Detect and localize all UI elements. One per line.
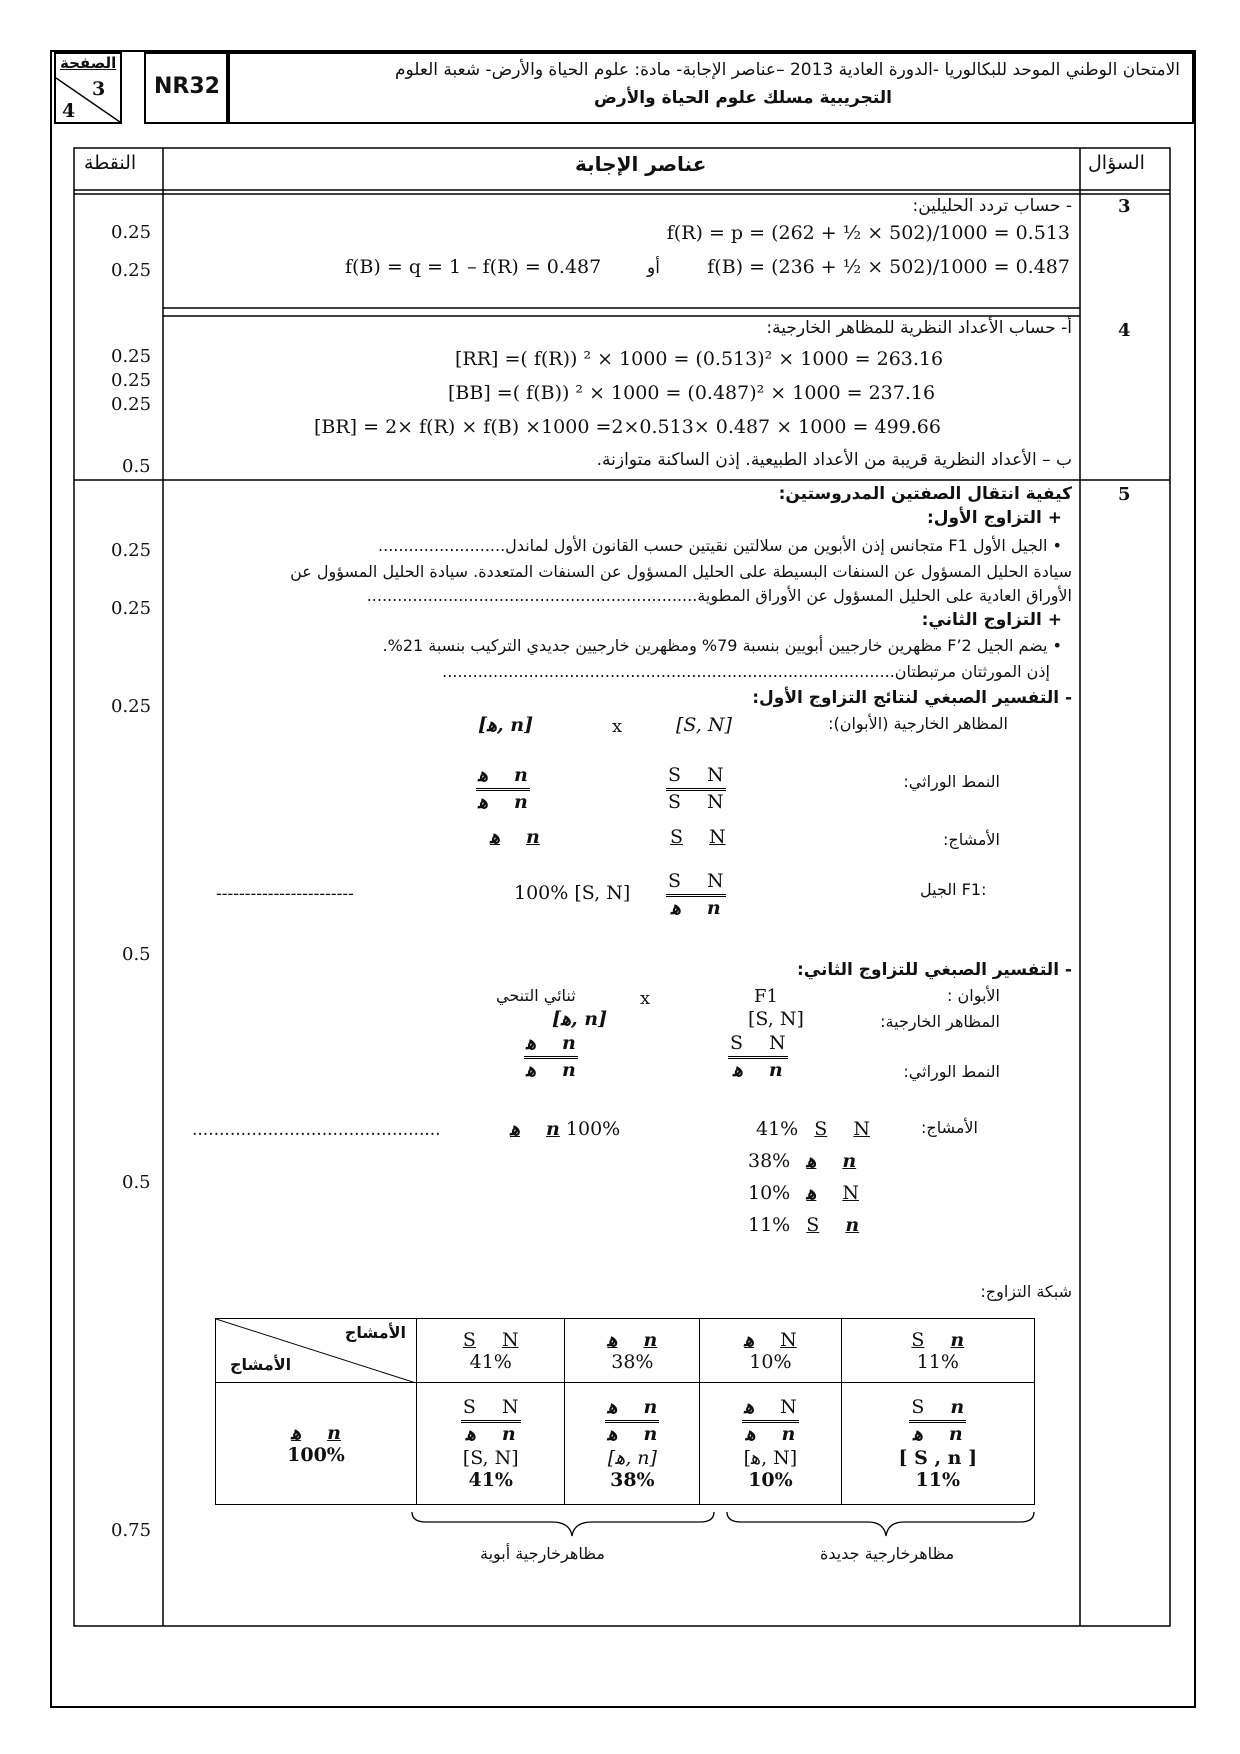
cross1-x: x: [612, 716, 623, 737]
allele: n: [546, 1118, 560, 1140]
grid-corner-top: الأمشاج: [344, 1323, 406, 1342]
cross1-gametes-label: الأمشاج:: [942, 830, 1000, 849]
allele: ﻫ: [912, 1423, 923, 1445]
gamete-pct: 100%: [287, 1443, 345, 1466]
q4-bb: [BB] =( f(B)) ² × 1000 = (0.487)² × 1000 = 237.16: [448, 382, 936, 404]
allele: n: [526, 826, 540, 848]
cross1-f1-result: 100% [S, N]: [514, 882, 631, 904]
allele: N: [853, 1118, 870, 1140]
cross1-parent2-genotype: [476, 764, 530, 815]
gamete-pct: 38%: [611, 1350, 654, 1373]
cross2-f1-pheno: [S, N]: [748, 1008, 804, 1030]
grid-cell-pct: 11%: [915, 1468, 961, 1491]
cross2-test-gamete: [510, 1118, 620, 1140]
allele: ﻫ: [478, 764, 489, 786]
q4-label: أ- حساب الأعداد النظرية للمظاهر الخارجية:: [766, 318, 1072, 338]
allele: ﻫ: [510, 1118, 521, 1140]
cross2-gamete-2: [748, 1150, 856, 1172]
allele: n: [327, 1421, 341, 1444]
grid-cell-pheno: [S, N]: [462, 1446, 519, 1469]
q4-points-2: 0.25: [111, 370, 152, 391]
allele: n: [643, 1423, 658, 1445]
genotype-SN-sn: [728, 1032, 788, 1083]
grid-cell-pheno: [ﻫ, N]: [743, 1446, 798, 1469]
cross2-phenotypes-label: المظاهر الخارجية:: [880, 1012, 1000, 1031]
allele: S: [668, 870, 682, 892]
header-title-line2: التجريبية مسلك علوم الحياة والأرض: [593, 88, 892, 108]
allele: n: [562, 1058, 576, 1081]
allele: N: [709, 826, 726, 848]
q5-points-3: 0.25: [111, 696, 152, 717]
allele: S: [462, 1328, 476, 1351]
allele: ﻫ: [745, 1423, 756, 1445]
allele: n: [948, 1423, 963, 1445]
grid-cell-pheno: [ﻫ, n]: [607, 1446, 657, 1469]
cross2-test-pheno: [ﻫ, n]: [552, 1008, 608, 1030]
allele: n: [643, 1396, 658, 1419]
q3-or: أو: [647, 258, 660, 278]
q5-cross1: + التزاوج الأول:: [926, 508, 1062, 528]
cross1-parent1-pheno: [S, N]: [676, 714, 732, 736]
page-label: الصفحة: [60, 54, 117, 72]
brace-label-recombinant: مظاهرخارجية جديدة: [820, 1544, 955, 1563]
q5-points-4: 0.5: [122, 944, 151, 965]
q5-para1: سيادة الحليل المسؤول عن السنفات البسيطة على الحليل المسؤول عن السنفات المتعددة. سيادة الحليل المسؤول عن: [290, 562, 1072, 581]
grid-col-header: [841, 1319, 1034, 1383]
allele: n: [845, 1214, 860, 1236]
allele: n: [514, 790, 528, 813]
gamete-pct: 11%: [748, 1214, 791, 1236]
q5-interp1: - التفسير الصبغي لنتائج التزاوج الأول:: [752, 688, 1072, 708]
q5-conclusion: إذن المورثتان مرتبطتان.........................................................................................: [442, 662, 1050, 681]
grid-corner-bottom: الأمشاج: [230, 1355, 292, 1374]
allele: ﻫ: [607, 1396, 618, 1419]
q4-points-3: 0.25: [111, 394, 152, 415]
allele: N: [707, 790, 724, 813]
allele: n: [706, 896, 721, 919]
gamete-pct: 41%: [756, 1118, 799, 1140]
q3-points-2: 0.25: [111, 260, 152, 281]
allele: S: [911, 1396, 925, 1419]
gamete-pct: 10%: [748, 1182, 791, 1204]
gamete-pct: 100%: [565, 1118, 621, 1140]
q4-number: 4: [1118, 320, 1131, 341]
grid-cell: [700, 1383, 841, 1505]
grid-cell-pheno: [ S , n ]: [898, 1446, 978, 1469]
col-points-header: النقطة: [84, 152, 137, 174]
q5-bullet1: • الجيل الأول F1 متجانس إذن الأبوين من سلالتين نقيتين حسب القانون الأول لماندل.........................: [378, 536, 1062, 555]
gamete-pct: 10%: [749, 1350, 792, 1373]
allele: ﻫ: [806, 1150, 817, 1172]
genotype-SN-SN: [666, 764, 726, 815]
allele: ﻫ: [670, 896, 681, 919]
q5-cross2: + التزاوج الثاني:: [921, 610, 1062, 630]
allele: ﻫ: [526, 1058, 537, 1081]
allele: S: [806, 1214, 820, 1236]
q4-conclusion: ب – الأعداد النظرية قريبة من الأعداد الطبيعية. إذن الساكنة متوازنة.: [596, 450, 1072, 470]
cross2-dots: ..............................................: [192, 1120, 441, 1140]
allele: n: [950, 1328, 965, 1351]
grid-label: شبكة التزاوج:: [980, 1282, 1072, 1301]
cross2-gamete-3: [748, 1182, 859, 1204]
q4-points-4: 0.5: [122, 456, 151, 477]
allele: S: [814, 1118, 828, 1140]
allele: ﻫ: [806, 1182, 817, 1204]
cross2-gamete-4: [748, 1214, 859, 1236]
allele: S: [668, 764, 682, 786]
col-question-header: السؤال: [1088, 152, 1145, 174]
cross2-gamete-1: [756, 1118, 870, 1140]
genotype: [605, 1396, 659, 1447]
allele: N: [707, 870, 724, 892]
grid-cell-pct: 10%: [748, 1468, 793, 1491]
cross2-f1-genotype: [728, 1032, 788, 1083]
allele: ﻫ: [478, 790, 489, 813]
cross1-f1-label: الجيل F1:: [920, 880, 987, 899]
q3-line2b: f(B) = q = 1 – f(R) = 0.487: [345, 256, 602, 278]
allele: n: [514, 764, 528, 786]
allele: S: [730, 1032, 744, 1054]
grid-col-header: [565, 1319, 700, 1383]
allele: ﻫ: [732, 1058, 743, 1081]
grid-corner: [216, 1319, 417, 1383]
genotype: [909, 1396, 966, 1447]
q5-points-5: 0.5: [122, 1172, 151, 1193]
cross2-testcross: ثنائي التنحي: [496, 986, 576, 1005]
allele: n: [562, 1032, 576, 1054]
grid-cell: [565, 1383, 700, 1505]
q3-label: - حساب تردد الحليلين:: [912, 196, 1072, 216]
cross1-genotype-label: النمط الوراثي:: [903, 772, 1000, 791]
genotype: [461, 1396, 521, 1447]
grid-cell: [841, 1383, 1034, 1505]
q4-points-1: 0.25: [111, 346, 152, 367]
allele: n: [781, 1423, 796, 1445]
genotype-SN-sn: [666, 870, 726, 921]
cross2-test-genotype: [524, 1032, 578, 1083]
genotype-sn-sn: [524, 1032, 578, 1083]
q5-bullet2: • يضم الجيل F’2 مظهرين خارجيين أبويين بنسبة 79% ومظهرين خارجيين جديدي التركيب بنسبة 21%.: [382, 636, 1062, 655]
allele: N: [769, 1032, 786, 1054]
cross2-x: x: [640, 988, 651, 1009]
allele: n: [643, 1328, 658, 1351]
allele: ﻫ: [465, 1423, 476, 1445]
cross2-parents-label: الأبوان :: [947, 986, 1000, 1005]
q5-number: 5: [1118, 484, 1131, 505]
grid-col-header: [417, 1319, 565, 1383]
q5-interp2: - التفسير الصبغي للتزاوج الثاني:: [796, 960, 1072, 980]
cross2-genotype-label: النمط الوراثي:: [903, 1062, 1000, 1081]
allele: ﻫ: [744, 1396, 755, 1419]
allele: n: [768, 1058, 783, 1081]
cross1-dashes: ------------------------: [216, 884, 354, 904]
allele: n: [950, 1396, 965, 1419]
cross1-phenotypes-label: المظاهر الخارجية (الأبوان):: [828, 714, 1008, 733]
allele: N: [780, 1396, 797, 1419]
grid-cell-pct: 41%: [468, 1468, 513, 1491]
page-total: 4: [62, 100, 76, 122]
q3-points-1: 0.25: [111, 222, 152, 243]
genotype: [742, 1396, 799, 1447]
allele: S: [462, 1396, 476, 1419]
allele: N: [707, 764, 724, 786]
crossing-grid: [215, 1318, 1035, 1505]
cross1-parent1-genotype: [666, 764, 726, 815]
q3-number: 3: [1118, 196, 1131, 217]
allele: n: [842, 1150, 857, 1172]
allele: S: [668, 790, 682, 813]
grid-col-header: [700, 1319, 841, 1383]
page-num: 3: [92, 78, 106, 100]
q3-line1: f(R) = p = (262 + ½ × 502)/1000 = 0.513: [666, 222, 1070, 244]
exam-code: NR32: [154, 74, 220, 99]
q3-line2a: f(B) = (236 + ½ × 502)/1000 = 0.487: [707, 256, 1070, 278]
cross1-f1-genotype: [666, 870, 726, 921]
allele: ﻫ: [744, 1328, 755, 1351]
allele: S: [911, 1328, 925, 1351]
allele: ﻫ: [607, 1423, 618, 1445]
grid-cell: [417, 1383, 565, 1505]
allele: ﻫ: [607, 1328, 618, 1351]
cross1-gamete-SN: [670, 826, 726, 848]
genotype-sn-sn: [476, 764, 530, 815]
cross2-f1-word: F1: [754, 986, 778, 1007]
header-title-line1: الامتحان الوطني الموحد للبكالوريا -الدورة العادية 2013 –عناصر الإجابة- مادة: علوم الحياة والأرض- شعبة العلوم: [394, 60, 1180, 80]
q5-points-1: 0.25: [111, 540, 152, 561]
q5-points-6: 0.75: [111, 1520, 152, 1541]
grid-cell-pct: 38%: [610, 1468, 655, 1491]
q5-bullet2-text: يضم الجيل F’2 مظهرين خارجيين أبويين بنسبة 79% ومظهرين خارجيين جديدي التركيب بنسبة 21%.: [382, 636, 1048, 655]
cross1-gamete-sn: [490, 826, 540, 848]
brace-label-parental: مظاهرخارجية أبوية: [480, 1544, 605, 1563]
allele: ﻫ: [291, 1421, 302, 1444]
allele: ﻫ: [490, 826, 501, 848]
cross2-gametes-label: الأمشاج:: [920, 1118, 978, 1137]
grid-row-header: [216, 1383, 417, 1505]
q4-rr: [RR] =( f(R)) ² × 1000 = (0.513)² × 1000 = 263.16: [455, 348, 944, 370]
allele: S: [670, 826, 684, 848]
gamete-pct: 11%: [916, 1350, 959, 1373]
allele: n: [501, 1423, 516, 1445]
gamete-pct: 38%: [748, 1150, 791, 1172]
col-answers-header: عناصر الإجابة: [575, 152, 707, 176]
gamete-pct: 41%: [469, 1350, 512, 1373]
q4-br: [BR] = 2× f(R) × f(B) ×1000 =2×0.513× 0.487 × 1000 = 499.66: [314, 416, 941, 438]
q5-bullet1-text: الجيل الأول F1 متجانس إذن الأبوين من سلالتين نقيتين حسب القانون الأول لماندل.........................: [378, 536, 1048, 555]
allele: N: [501, 1328, 519, 1351]
q5-para2: الأوراق العادية على الحليل المسؤول عن الأوراق المطوية.................................................................: [366, 586, 1072, 605]
allele: N: [842, 1182, 859, 1204]
allele: N: [780, 1328, 797, 1351]
allele: ﻫ: [526, 1032, 537, 1054]
allele: N: [501, 1396, 519, 1419]
q5-points-2: 0.25: [111, 598, 152, 619]
q5-title: كيفية انتقال الصفتين المدروستين:: [778, 484, 1072, 504]
cross1-parent2-pheno: [ﻫ, n]: [478, 714, 534, 736]
